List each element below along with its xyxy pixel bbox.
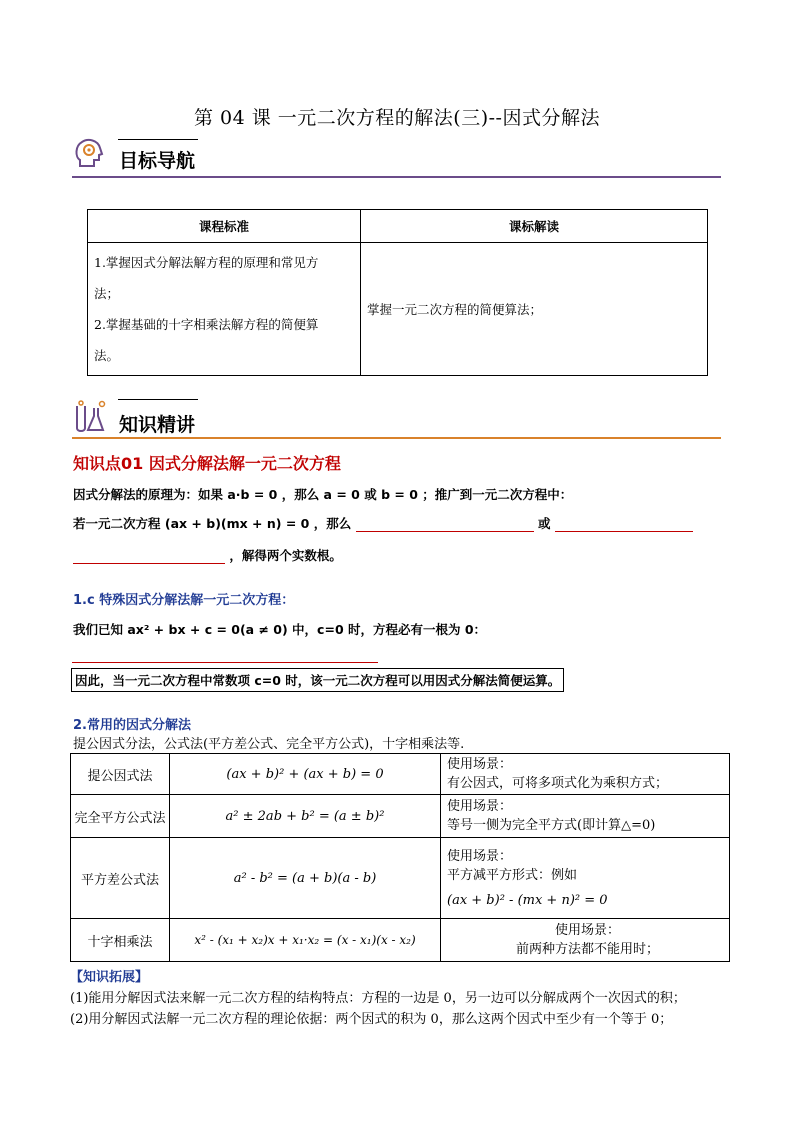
principle-line-2: 若一元二次方程 (ax + b)(mx + n) = 0 ，那么	[73, 516, 352, 531]
sub1-line: 我们已知 ax² + bx + c = 0(a ≠ 0) 中，c=0 时，方程必有一根为 0：	[73, 622, 487, 637]
extension-item: (1)能用分解因式法来解一元二次方程的结构特点：方程的一边是 0，另一边可以分解成两个一次因式的积；	[70, 991, 686, 1006]
table-row	[71, 754, 730, 795]
method-name: 完全平方公式法	[71, 795, 170, 838]
use-label: 使用场景：	[554, 923, 620, 938]
subsection-heading: 1.c 特殊因式分解法解一元二次方程：	[73, 593, 295, 608]
use-example: (ax + b)² - (mx + n)² = 0	[447, 892, 608, 908]
goals-table	[87, 209, 708, 376]
use-label: 使用场景：	[447, 799, 513, 814]
use-label: 使用场景：	[447, 757, 513, 772]
section-title-knowledge: 知识精讲	[119, 414, 196, 436]
use-desc: 平方减平方形式：例如	[447, 867, 578, 883]
highlight-box: 因此，当一元二次方程中常数项 c=0 时，该一元二次方程可以用因式分解法简便运算。	[71, 668, 564, 692]
answer-blank[interactable]	[555, 517, 693, 532]
answer-blank[interactable]	[72, 662, 378, 663]
extension-item: (2)用分解因式法解一元二次方程的理论依据：两个因式的积为 0，那么这两个因式中至少有一个等于 0；	[70, 1012, 673, 1027]
method-formula: a² ± 2ab + b² = (a ± b)²	[170, 795, 441, 838]
use-desc: 前两种方法都不能用时；	[515, 942, 659, 957]
table-cell: 掌握一元二次方程的简便算法；	[361, 243, 708, 376]
use-desc: 有公因式，可将多项式化为乘积方式；	[447, 776, 669, 791]
principle-line-1: 因式分解法的原理为：如果 a·b = 0 ，那么 a = 0 或 b = 0 ；推广到一元二次方程中：	[73, 487, 573, 502]
method-name: 提公因式法	[71, 754, 170, 795]
section-overline	[118, 139, 198, 140]
table-cell-line: 2.掌握基础的十字相乘法解方程的简便算	[94, 317, 319, 332]
table-cell-line: 1.掌握因式分解法解方程的原理和常见方	[94, 255, 319, 270]
sub2-intro: 提公因式分法，公式法(平方差公式、完全平方公式)，十字相乘法等.	[73, 737, 465, 752]
table-cell-line: 法；	[94, 286, 120, 301]
method-formula: a² - b² = (a + b)(a - b)	[170, 838, 441, 919]
subsection-heading: 2.常用的因式分解法	[73, 718, 191, 733]
answer-blank[interactable]	[356, 517, 534, 532]
section-overline	[118, 399, 198, 400]
table-header: 课标解读	[361, 210, 708, 243]
method-name: 平方差公式法	[71, 838, 170, 919]
use-label: 使用场景：	[447, 848, 513, 864]
section-title-goals: 目标导航	[119, 150, 196, 172]
table-cell-line: 法。	[94, 348, 120, 363]
brain-head-icon	[72, 136, 106, 170]
principle-line-3: ，解得两个实数根。	[229, 548, 342, 563]
answer-blank[interactable]	[73, 549, 225, 564]
table-row	[71, 795, 730, 838]
section-divider	[72, 437, 721, 439]
page-title: 第 04 课 一元二次方程的解法(三)--因式分解法	[194, 107, 600, 129]
table-row	[71, 919, 730, 962]
method-name: 十字相乘法	[71, 919, 170, 962]
use-desc: 等号一侧为完全平方式(即计算△=0)	[447, 818, 656, 833]
table-header: 课程标准	[88, 210, 361, 243]
method-formula: (ax + b)² + (ax + b) = 0	[170, 754, 441, 795]
flask-icon	[72, 400, 106, 434]
section-divider	[72, 176, 721, 178]
table-row	[71, 838, 730, 919]
extension-heading: 【知识拓展】	[70, 970, 149, 985]
method-formula: x² - (x₁ + x₂)x + x₁·x₂ = (x - x₁)(x - x₂)	[170, 919, 441, 962]
methods-table	[70, 753, 730, 962]
knowledge-point-title: 知识点01 因式分解法解一元二次方程	[73, 454, 341, 473]
or-label: 或	[537, 516, 551, 531]
